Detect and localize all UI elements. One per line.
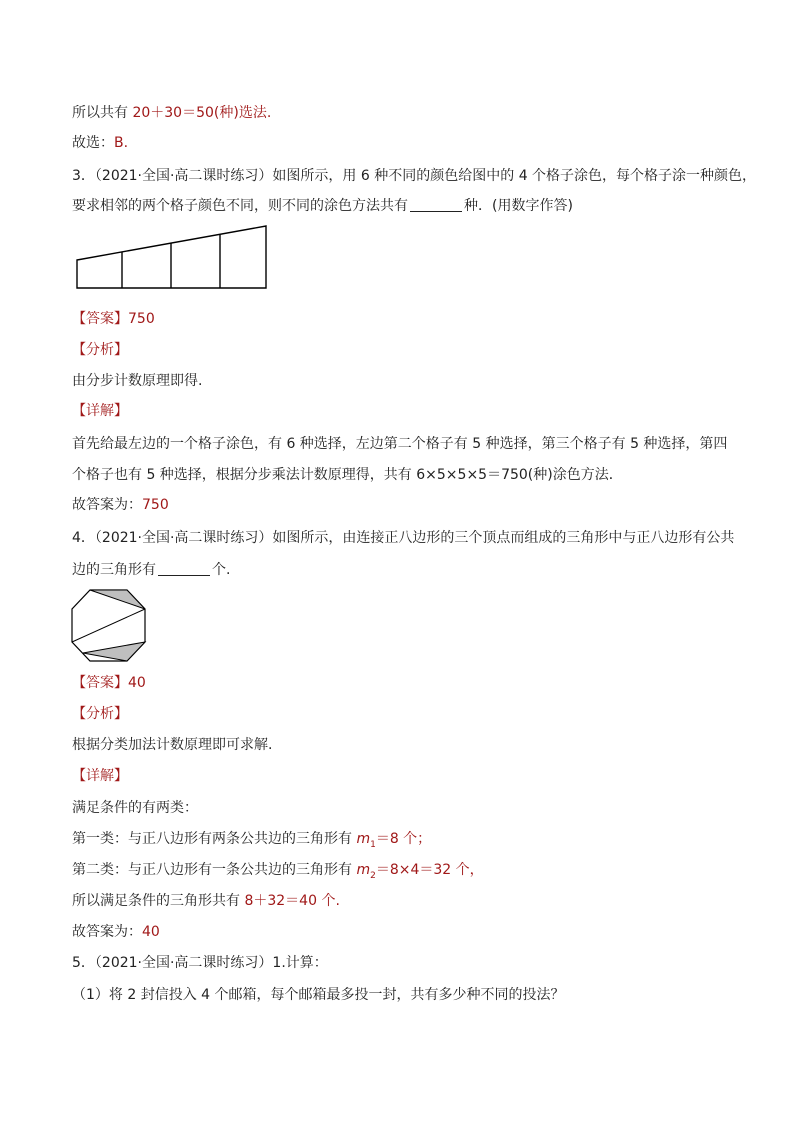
q3-answer-value: 750 [128,311,155,327]
q3-answer-label: 【答案】 [72,311,128,327]
q4-stem-line1: 4．（2021·全国·高二课时练习）如图所示，由连接正八边形的三个顶点而组成的三角形中与正八边形有公共 [72,530,735,546]
prev-conclusion-calc: 20＋30＝50(种)选法. [132,105,272,121]
q3-detail-label: 【详解】 [72,403,128,419]
q4-category-2-text: 第二类：与正八边形有一条公共边的三角形有 [72,862,357,878]
q4-analysis-label: 【分析】 [72,706,128,722]
q4-category-1-sub: 1 [370,839,376,850]
q3-stem-line2-a: 要求相邻的两个格子颜色不同，则不同的涂色方法共有 [72,198,408,214]
q3-final [72,495,169,515]
q4-final-label: 故答案为： [72,924,142,940]
prev-conclusion-prefix: 所以共有 [72,105,133,121]
q3-grid-figure [76,224,270,290]
prev-conclusion [72,103,271,123]
q4-answer-label: 【答案】 [72,675,128,691]
q4-sum-value: 8＋32＝40 个. [244,893,340,909]
q3-detail-line2: 个格子也有 5 种选择，根据分步乘法计数原理得，共有 6×5×5×5＝750(种)涂色方法． [72,467,623,483]
q4-answer [72,673,146,693]
q4-shaded-triangle-one-side [83,642,145,661]
q4-detail-label: 【详解】 [72,768,128,784]
q3-final-value: 750 [142,497,169,513]
q4-stem-line2-a: 边的三角形有 [72,562,156,578]
q4-category-2-sub: 2 [370,870,376,881]
q4-category-2-result: ＝8×4＝32 个， [375,862,484,878]
q4-sum-text: 所以满足条件的三角形共有 [72,893,245,909]
q4-final [72,922,160,942]
q3-analysis-label: 【分析】 [72,342,128,358]
prev-choose-value: B. [114,135,129,151]
q3-stem-line2 [72,196,573,216]
q4-category-1 [72,829,431,855]
q3-final-label: 故答案为： [72,497,142,513]
q4-category-2 [72,860,484,886]
prev-choose-label: 故选： [72,135,114,151]
q4-answer-value: 40 [128,675,146,691]
q3-answer [72,309,155,329]
q5-stem-line2: （1）将 2 封信投入 4 个邮箱，每个邮箱最多投一封，共有多少种不同的投法？ [72,987,565,1003]
q4-category-1-text: 第一类：与正八边形有两条公共边的三角形有 [72,831,357,847]
q4-analysis-text: 根据分类加法计数原理即可求解. [72,737,273,753]
q4-category-1-var: m [356,831,371,847]
q4-detail-line1: 满足条件的有两类： [72,800,198,816]
q4-diagonal [72,609,145,642]
q3-analysis-text: 由分步计数原理即得. [72,373,203,389]
q4-stem-line2 [72,560,230,580]
q4-stem-line2-b: 个. [212,562,231,578]
q4-answer-blank [158,561,210,576]
q4-octagon-figure [70,588,148,664]
q4-category-1-result: ＝8 个； [375,831,432,847]
q3-stem-line1: 3．（2021·全国·高二课时练习）如图所示，用 6 种不同的颜色给图中的 4 个格子涂色，每个格子涂一种颜色， [72,168,757,184]
prev-choose [72,133,128,153]
q4-category-2-var: m [356,862,371,878]
q4-category-2-value [356,862,484,881]
q4-sum [72,891,340,911]
q3-answer-blank [410,197,462,212]
q3-stem-line2-b: 种．(用数字作答) [464,198,573,214]
q5-stem-line1: 5．（2021·全国·高二课时练习）1.计算： [72,955,328,971]
q3-detail-line1: 首先给最左边的一个格子涂色，有 6 种选择，左边第二个格子有 5 种选择，第三个格子有 5 种选择，第四 [72,436,728,452]
q4-final-value: 40 [142,924,160,940]
q4-category-1-value [356,831,432,850]
